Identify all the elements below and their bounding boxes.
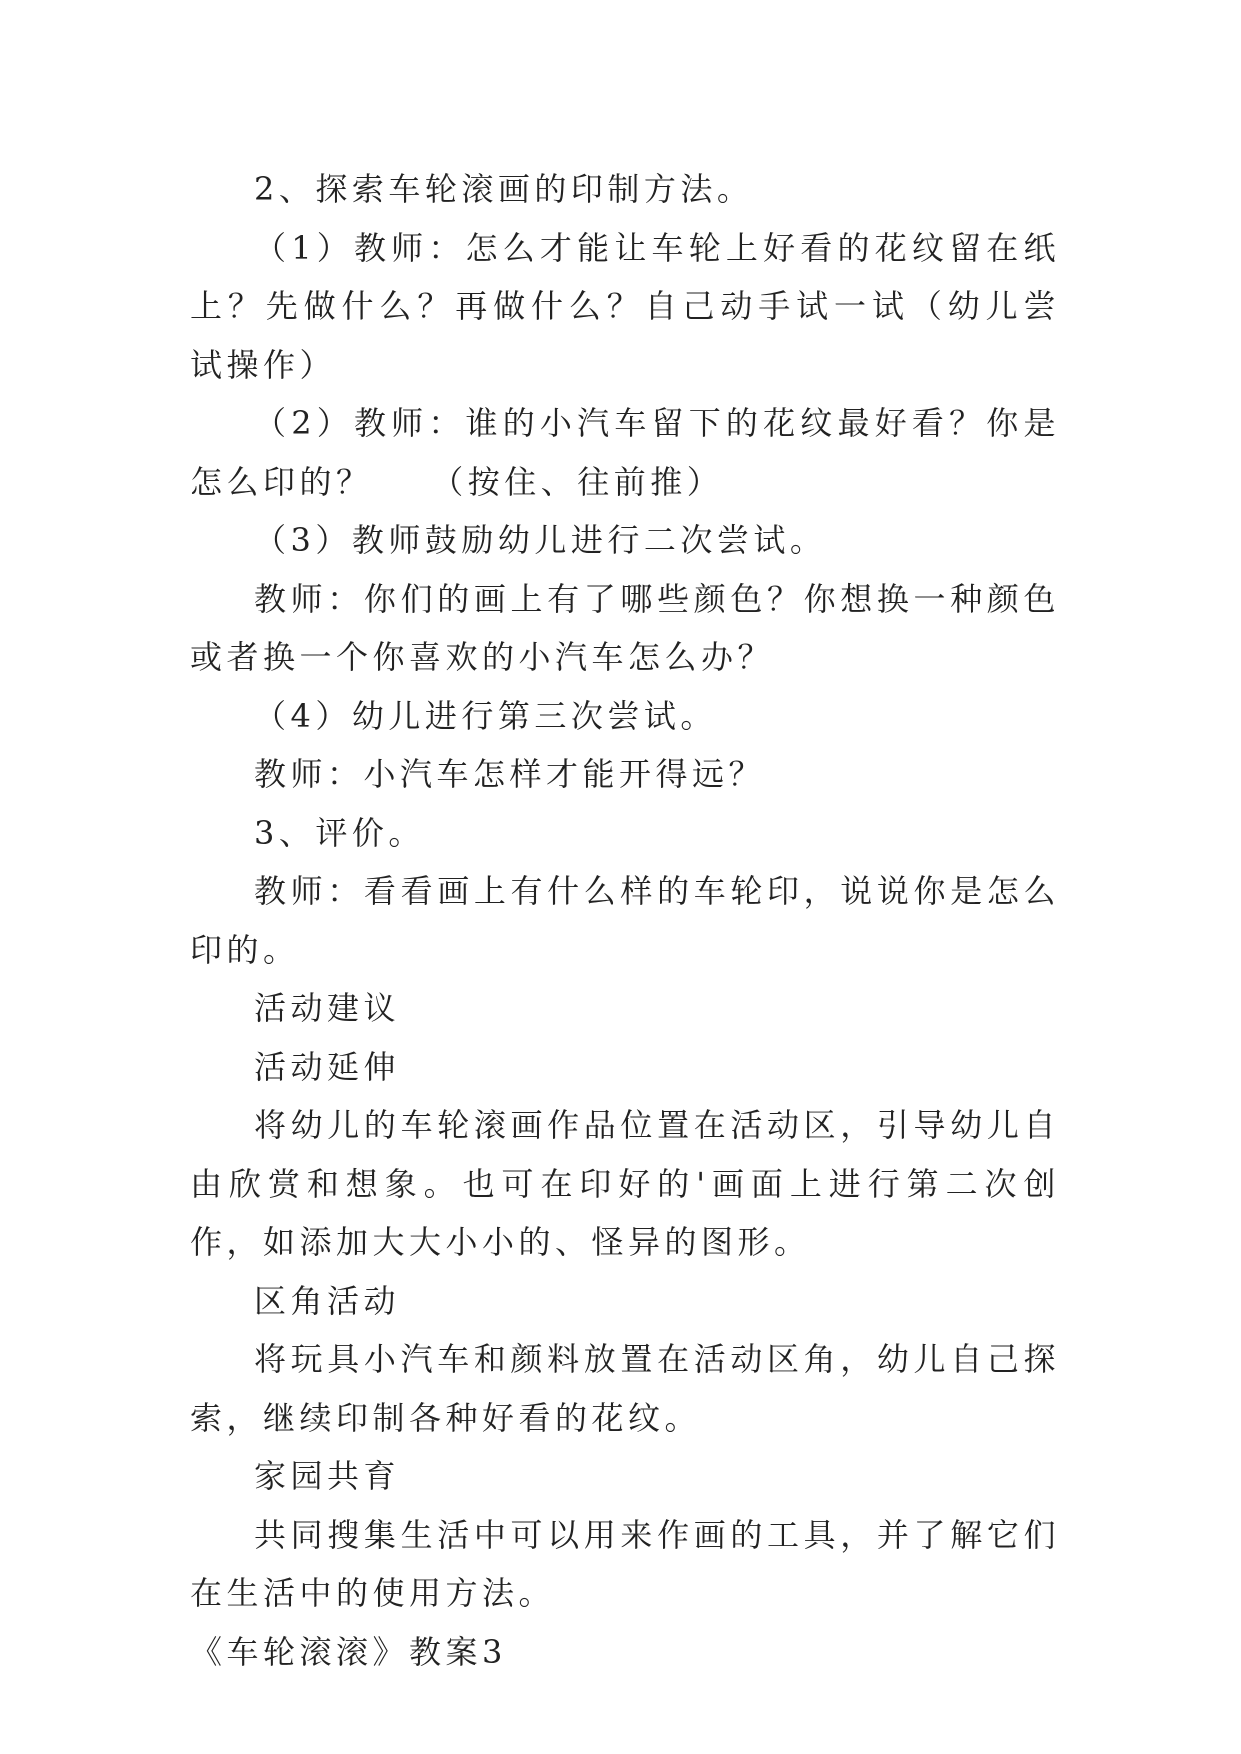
- body-paragraph: 教师：小汽车怎样才能开得远？: [254, 755, 766, 793]
- body-paragraph: （2）教师：谁的小汽车留下的花纹最好看？你是怎么印的？ （按住、往前推）: [190, 404, 1060, 501]
- document-body: [190, 160, 1060, 1681]
- body-paragraph: 共同搜集生活中可以用来作画的工具，并了解它们在生活中的使用方法。: [190, 1515, 1060, 1612]
- body-paragraph: 教师：看看画上有什么样的车轮印，说说你是怎么印的。: [190, 872, 1060, 969]
- step-heading: 3、评价。: [254, 813, 425, 852]
- body-paragraph: 教师：你们的画上有了哪些颜色？你想换一种颜色或者换一个你喜欢的小汽车怎么办？: [190, 579, 1060, 676]
- body-paragraph: 将玩具小汽车和颜料放置在活动区角，幼儿自己探索，继续印制各种好看的花纹。: [190, 1340, 1060, 1437]
- body-paragraph: （4）幼儿进行第三次尝试。: [254, 696, 717, 735]
- step-heading: 2、探索车轮滚画的印制方法。: [254, 170, 754, 208]
- section-heading: 家园共育: [254, 1457, 401, 1495]
- body-paragraph: （3）教师鼓励幼儿进行二次尝试。: [254, 521, 827, 559]
- body-paragraph: （1）教师：怎么才能让车轮上好看的花纹留在纸上？先做什么？再做什么？自己动手试一试（幼儿尝试操作）: [190, 228, 1060, 384]
- body-paragraph: 将幼儿的车轮滚画作品位置在活动区，引导幼儿自由欣赏和想象。也可在印好的'画面上进行第二次创作，如添加大大小小的、怪异的图形。: [190, 1106, 1060, 1261]
- section-heading: 活动建议: [254, 989, 401, 1027]
- document-title: 《车轮滚滚》教案3: [190, 1632, 507, 1671]
- section-heading: 活动延伸: [254, 1047, 401, 1086]
- section-heading: 区角活动: [254, 1281, 401, 1320]
